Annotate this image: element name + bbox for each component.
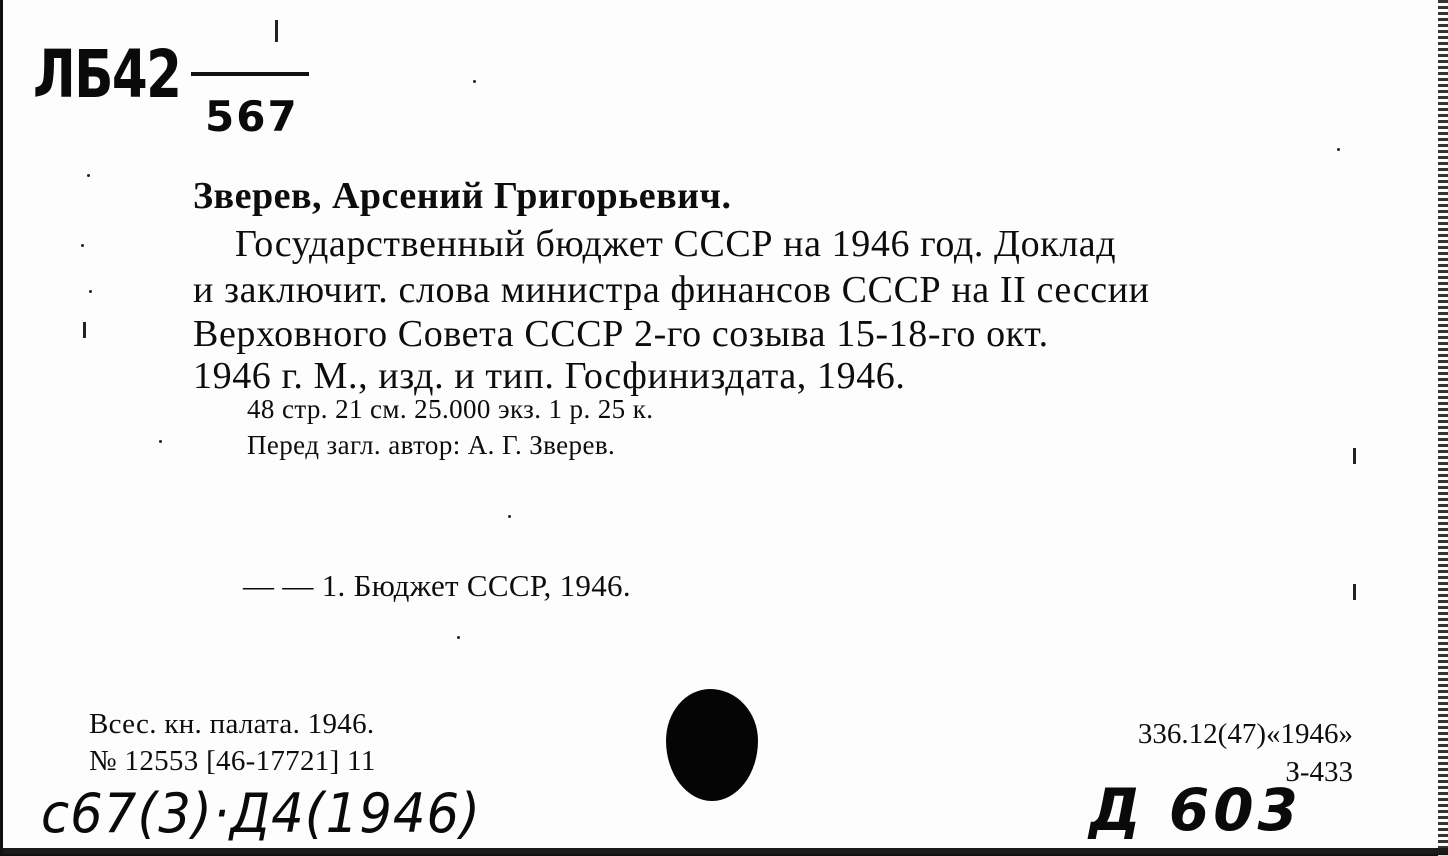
title-line-4: 1946 г. М., изд. и тип. Госфиниздата, 1946. xyxy=(193,355,906,397)
physical-description: 48 стр. 21 см. 25.000 экз. 1 р. 25 к. xyxy=(247,394,654,424)
shelf-mark-fraction-line xyxy=(191,72,309,76)
shelf-mark-sub: 567 xyxy=(205,92,299,141)
book-chamber-line-1: Всес. кн. палата. 1946. xyxy=(89,708,375,740)
udc-code: 336.12(47)«1946» xyxy=(1137,718,1353,750)
scan-speck xyxy=(473,80,476,83)
card-right-edge xyxy=(1438,0,1448,856)
punch-hole xyxy=(666,689,758,801)
author-note: Перед загл. автор: А. Г. Зверев. xyxy=(247,430,616,460)
scan-mark xyxy=(275,20,278,42)
title-line-3: Верховного Совета СССР 2-го созыва 15-18-го окт. xyxy=(193,313,1049,355)
handwritten-classification: с67(3)·Д4(1946) xyxy=(41,782,482,845)
shelf-mark-main: ЛБ42 xyxy=(33,36,181,113)
scan-mark xyxy=(1353,584,1356,600)
title-line-1: Государственный бюджет СССР на 1946 год. Доклад xyxy=(235,223,1117,265)
book-chamber-line-2: № 12553 [46-17721] 11 xyxy=(89,745,376,777)
scan-speck xyxy=(457,636,460,639)
scan-speck xyxy=(81,244,84,247)
subject-heading: — — 1. Бюджет СССР, 1946. xyxy=(243,568,631,603)
scan-speck xyxy=(89,290,92,293)
scan-speck xyxy=(1337,148,1340,151)
scan-speck xyxy=(159,440,162,443)
title-line-2: и заключит. слова министра финансов СССР на II сессии xyxy=(193,269,1150,311)
author-mark: З-433 xyxy=(1285,756,1353,788)
scan-mark xyxy=(1353,448,1356,464)
scan-mark xyxy=(83,322,86,338)
author-heading: Зверев, Арсений Григорьевич. xyxy=(193,175,732,217)
scan-speck xyxy=(508,515,511,518)
card-bottom-edge xyxy=(3,848,1448,854)
scan-speck xyxy=(87,174,90,177)
handwritten-call-number: Д 603 xyxy=(1089,776,1302,844)
